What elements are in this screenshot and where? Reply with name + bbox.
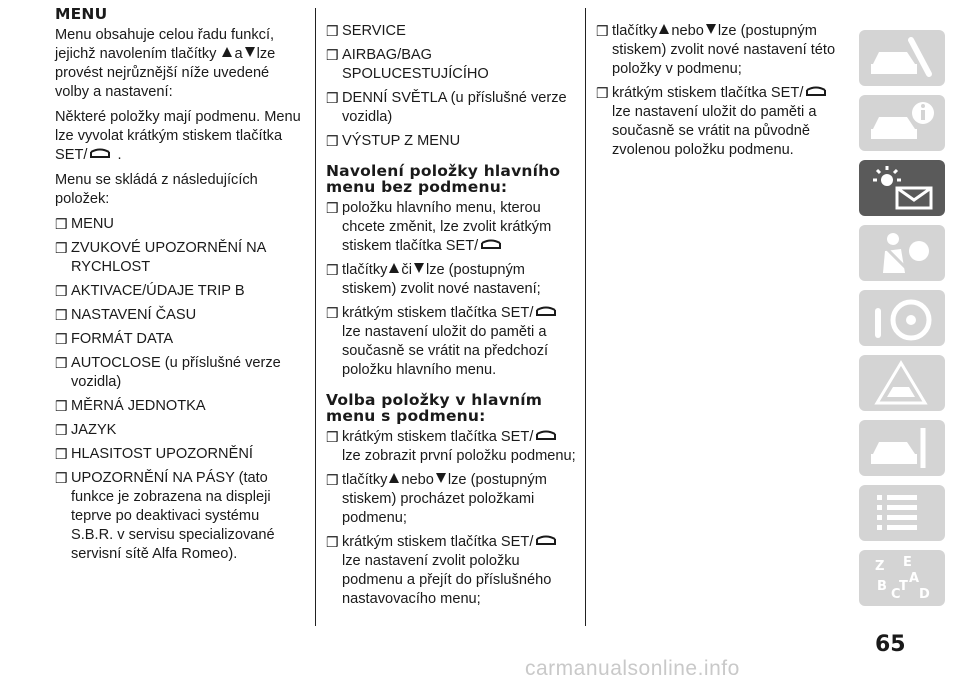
list-icon (867, 489, 937, 537)
tab-maintenance[interactable] (859, 420, 945, 476)
checkbox-bullet-icon: ❒ (55, 240, 68, 256)
list-item: ❒ krátkým stiskem tlačítka SET/ lze nastavení uložit do paměti a současně se vrátit na předchozí položku hlavního menu. (326, 304, 576, 380)
checkbox-bullet-icon: ❒ (326, 305, 339, 321)
set-button-icon (89, 148, 111, 159)
checkbox-bullet-icon: ❒ (326, 23, 339, 39)
svg-text:B: B (877, 579, 887, 594)
checkbox-bullet-icon: ❒ (326, 133, 339, 149)
car-wrench-service-icon (867, 424, 937, 472)
warning-light-envelope-icon (867, 164, 937, 212)
list-item: ❒ tlačítky či lze (postupným stiskem) zvolit nové nastavení; (326, 262, 541, 297)
arrow-down-icon (245, 47, 255, 57)
checkbox-bullet-icon: ❒ (55, 331, 68, 347)
page-number: 65 (875, 632, 906, 657)
section-heading-with-submenu: Volba položky v hlavním menu s podmenu: (326, 391, 543, 425)
list-item: ❒ tlačítky nebo lze (postupným stiskem) zvolit nové nastavení této položky v podmenu; (596, 23, 836, 77)
paragraph-list-intro: Menu se skládá z následujících položek: (55, 172, 258, 207)
arrow-down-icon (706, 24, 716, 34)
list-item: ❒ položku hlavního menu, kterou chcete změnit, lze zvolit krátkým stiskem tlačítka SET/ (326, 200, 552, 254)
svg-text:D: D (919, 587, 930, 602)
list-item: ❒ NASTAVENÍ ČASU (55, 307, 197, 323)
list-item: ❒ SERVICE (326, 23, 406, 39)
list-item: ❒ HLASITOST UPOZORNĚNÍ (55, 446, 253, 462)
checkbox-bullet-icon: ❒ (326, 429, 339, 445)
list-item: ❒ DENNÍ SVĚTLA (u příslušné verze vozidla) (326, 90, 567, 125)
alphabet-index-icon (867, 554, 937, 602)
chapter-sidebar (859, 30, 949, 615)
checkbox-bullet-icon: ❒ (55, 355, 68, 371)
column-divider-right (585, 8, 586, 626)
set-button-icon (480, 239, 502, 250)
svg-text:A: A (909, 571, 920, 586)
tab-technical-data[interactable] (859, 485, 945, 541)
section-heading-menu: MENU (55, 5, 108, 23)
checkbox-bullet-icon: ❒ (55, 398, 68, 414)
tab-warning-lights[interactable] (859, 160, 945, 216)
list-item: ❒ krátkým stiskem tlačítka SET/ lze zobrazit první položku podmenu; (326, 429, 576, 464)
svg-text:C: C (891, 587, 901, 602)
tab-safety[interactable] (859, 225, 945, 281)
list-item: ❒ VÝSTUP Z MENU (326, 133, 461, 149)
checkbox-bullet-icon: ❒ (55, 216, 68, 232)
set-button-icon (805, 86, 827, 97)
arrow-down-icon (436, 473, 446, 483)
svg-text:T: T (899, 579, 908, 594)
svg-text:E: E (903, 555, 912, 570)
car-wrench-icon (867, 34, 937, 82)
checkbox-bullet-icon: ❒ (55, 470, 68, 486)
set-button-icon (535, 535, 557, 546)
column-middle (326, 22, 576, 614)
seatbelt-airbag-icon (867, 229, 937, 277)
list-item: ❒ krátkým stiskem tlačítka SET/ lze nastavení uložit do paměti a současně se vrátit na původně zvolenou položku podmenu. (596, 84, 844, 160)
tab-index[interactable] (859, 550, 945, 606)
list-item: ❒ AUTOCLOSE (u příslušné verze vozidla) (55, 355, 281, 390)
checkbox-bullet-icon: ❒ (326, 534, 339, 550)
arrow-up-icon (659, 24, 669, 34)
arrow-up-icon (389, 473, 399, 483)
list-item: ❒ krátkým stiskem tlačítka SET/ lze nastavení zvolit položku podmenu a přejít do příslušného nastavovacího menu; (326, 533, 576, 609)
checkbox-bullet-icon: ❒ (596, 85, 609, 101)
checkbox-bullet-icon: ❒ (55, 422, 68, 438)
checkbox-bullet-icon: ❒ (596, 23, 609, 39)
paragraph-intro: Menu obsahuje celou řadu funkcí, jejichž navolením tlačítky a lze provést nejrůznější níže uvedené volby a nastavení: (55, 27, 276, 100)
tab-car-info[interactable] (859, 95, 945, 151)
checkbox-bullet-icon: ❒ (326, 200, 339, 216)
column-right (596, 22, 844, 165)
list-item: ❒ AIRBAG/BAG SPOLUCESTUJÍCÍHO (326, 47, 489, 82)
paragraph-submenu: Některé položky mají podmenu. Menu lze vyvolat krátkým stiskem tlačítka SET/ . (55, 109, 301, 163)
checkbox-bullet-icon: ❒ (55, 283, 68, 299)
tab-starting-driving[interactable] (859, 290, 945, 346)
tab-car-wrench[interactable] (859, 30, 945, 86)
watermark: carmanualsonline.info (525, 657, 740, 680)
list-item: ❒ MĚRNÁ JEDNOTKA (55, 398, 206, 414)
checkbox-bullet-icon: ❒ (55, 446, 68, 462)
checkbox-bullet-icon: ❒ (55, 307, 68, 323)
car-accident-icon (867, 359, 937, 407)
checkbox-bullet-icon: ❒ (326, 472, 339, 488)
car-info-icon (867, 99, 937, 147)
list-item: ❒ AKTIVACE/ÚDAJE TRIP B (55, 283, 245, 299)
svg-text:Z: Z (875, 559, 885, 574)
checkbox-bullet-icon: ❒ (326, 90, 339, 106)
list-item: ❒ MENU (55, 216, 114, 232)
arrow-down-icon (414, 263, 424, 273)
set-button-icon (535, 430, 557, 441)
tab-emergency[interactable] (859, 355, 945, 411)
list-item: ❒ FORMÁT DATA (55, 331, 174, 347)
steering-wheel-key-icon (867, 294, 937, 342)
checkbox-bullet-icon: ❒ (326, 47, 339, 63)
list-item: ❒ ZVUKOVÉ UPOZORNĚNÍ NA RYCHLOST (55, 240, 266, 275)
column-left (55, 6, 303, 569)
column-divider-left (315, 8, 316, 626)
section-heading-no-submenu: Navolení položky hlavního menu bez podmenu: (326, 162, 561, 196)
checkbox-bullet-icon: ❒ (326, 262, 339, 278)
list-item: ❒ UPOZORNĚNÍ NA PÁSY (tato funkce je zobrazena na displeji teprve po deaktivaci systému S.B.R. v servisu specializované servisní sítě Alfa Romeo). (55, 470, 275, 562)
arrow-up-icon (222, 47, 232, 57)
list-item: ❒ tlačítky nebo lze (postupným stiskem) procházet položkami podmenu; (326, 472, 547, 526)
list-item: ❒ JAZYK (55, 422, 117, 438)
arrow-up-icon (389, 263, 399, 273)
set-button-icon (535, 306, 557, 317)
